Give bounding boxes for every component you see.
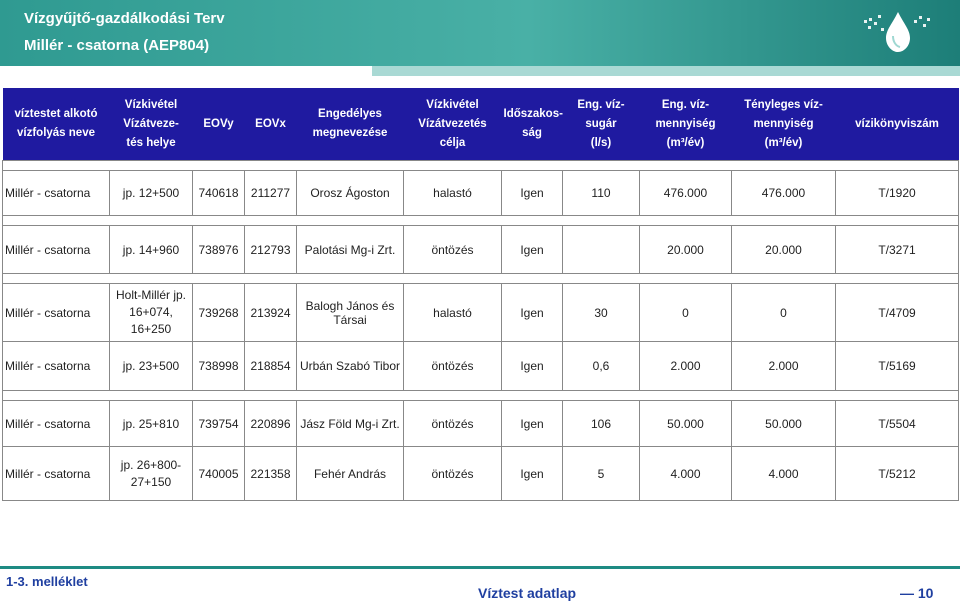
table-row: [3, 171, 959, 216]
cell-permit-holder: Jász Föld Mg-i Zrt.: [297, 401, 404, 447]
cell-eovy: 740618: [193, 171, 245, 216]
cell-purpose: öntözés: [404, 447, 502, 501]
cell-rate: 110: [563, 171, 640, 216]
table-row: [3, 401, 959, 447]
water-drop-logo-icon: [862, 6, 952, 58]
cell-permitted: 0: [640, 284, 732, 342]
cell-book-number: T/3271: [836, 226, 959, 274]
cell-eovy: 740005: [193, 447, 245, 501]
footer-annex-label: 1-3. melléklet: [6, 574, 88, 589]
cell-eovx: 211277: [245, 171, 297, 216]
header-permitted-volume: Eng. víz- mennyiség (m³/év): [640, 88, 732, 161]
header-location: Vízkivétel Vízátveze- tés helye: [110, 88, 193, 161]
header-eovx: EOVx: [245, 88, 297, 161]
cell-purpose: halastó: [404, 284, 502, 342]
cell-location: jp. 14+960: [110, 226, 193, 274]
cell-permit-holder: Orosz Ágoston: [297, 171, 404, 216]
header-actual-volume: Tényleges víz- mennyiség (m³/év): [732, 88, 836, 161]
cell-actual: 0: [732, 284, 836, 342]
cell-periodicity: Igen: [502, 447, 563, 501]
cell-name: Millér - csatorna: [3, 226, 110, 274]
cell-eovx: 221358: [245, 447, 297, 501]
cell-eovy: 738998: [193, 342, 245, 391]
cell-permit-holder: Balogh János és Társai: [297, 284, 404, 342]
cell-eovx: 220896: [245, 401, 297, 447]
cell-permitted: 50.000: [640, 401, 732, 447]
cell-purpose: öntözés: [404, 401, 502, 447]
document-title: Vízgyűjtő-gazdálkodási Terv: [24, 10, 225, 27]
cell-location: jp. 26+800-27+150: [110, 447, 193, 501]
cell-purpose: öntözés: [404, 226, 502, 274]
cell-periodicity: Igen: [502, 284, 563, 342]
cell-actual: 20.000: [732, 226, 836, 274]
header-rate: Eng. víz- sugár (l/s): [563, 88, 640, 161]
cell-periodicity: Igen: [502, 342, 563, 391]
cell-rate: 0,6: [563, 342, 640, 391]
table-row: [3, 284, 959, 342]
header-eovy: EOVy: [193, 88, 245, 161]
cell-eovy: 738976: [193, 226, 245, 274]
table-header-row: [3, 88, 959, 161]
footer-document-name: Víztest adatlap: [478, 585, 577, 601]
water-extraction-table: [2, 88, 959, 501]
cell-permitted: 4.000: [640, 447, 732, 501]
table-row: [3, 447, 959, 501]
cell-eovx: 218854: [245, 342, 297, 391]
cell-permitted: 476.000: [640, 171, 732, 216]
cell-permit-holder: Palotási Mg-i Zrt.: [297, 226, 404, 274]
cell-eovx: 212793: [245, 226, 297, 274]
cell-name: Millér - csatorna: [3, 447, 110, 501]
cell-periodicity: Igen: [502, 226, 563, 274]
table-row: [3, 226, 959, 274]
cell-rate: 5: [563, 447, 640, 501]
cell-rate: 30: [563, 284, 640, 342]
cell-name: Millér - csatorna: [3, 284, 110, 342]
cell-book-number: T/5212: [836, 447, 959, 501]
cell-permit-holder: Fehér András: [297, 447, 404, 501]
cell-book-number: T/1920: [836, 171, 959, 216]
cell-eovy: 739754: [193, 401, 245, 447]
cell-rate: 106: [563, 401, 640, 447]
cell-eovx: 213924: [245, 284, 297, 342]
cell-periodicity: Igen: [502, 401, 563, 447]
cell-book-number: T/5504: [836, 401, 959, 447]
cell-actual: 476.000: [732, 171, 836, 216]
cell-location: jp. 12+500: [110, 171, 193, 216]
cell-purpose: öntözés: [404, 342, 502, 391]
cell-permitted: 20.000: [640, 226, 732, 274]
cell-actual: 4.000: [732, 447, 836, 501]
footer-page-number: — 10: [900, 585, 934, 601]
cell-location: Holt-Millér jp. 16+074, 16+250: [110, 284, 193, 342]
header-permit-holder: Engedélyes megnevezése: [297, 88, 404, 161]
cell-book-number: T/5169: [836, 342, 959, 391]
table-row: [3, 342, 959, 391]
document-header: [0, 0, 960, 66]
cell-actual: 2.000: [732, 342, 836, 391]
cell-permit-holder: Urbán Szabó Tibor: [297, 342, 404, 391]
cell-name: Millér - csatorna: [3, 342, 110, 391]
cell-permitted: 2.000: [640, 342, 732, 391]
header-periodicity: Időszakos- ság: [502, 88, 563, 161]
cell-location: jp. 25+810: [110, 401, 193, 447]
cell-name: Millér - csatorna: [3, 401, 110, 447]
document-subtitle: Millér - csatorna (AEP804): [24, 37, 210, 54]
header-waterbody-name: víztestet alkotó vízfolyás neve: [3, 88, 110, 161]
cell-location: jp. 23+500: [110, 342, 193, 391]
cell-eovy: 739268: [193, 284, 245, 342]
cell-actual: 50.000: [732, 401, 836, 447]
header-separator: [0, 66, 960, 76]
cell-purpose: halastó: [404, 171, 502, 216]
header-purpose: Vízkivétel Vízátvezetés célja: [404, 88, 502, 161]
cell-rate: [563, 226, 640, 274]
header-book-number: vízikönyviszám: [836, 88, 959, 161]
cell-book-number: T/4709: [836, 284, 959, 342]
cell-name: Millér - csatorna: [3, 171, 110, 216]
footer-divider: [0, 566, 960, 569]
cell-periodicity: Igen: [502, 171, 563, 216]
